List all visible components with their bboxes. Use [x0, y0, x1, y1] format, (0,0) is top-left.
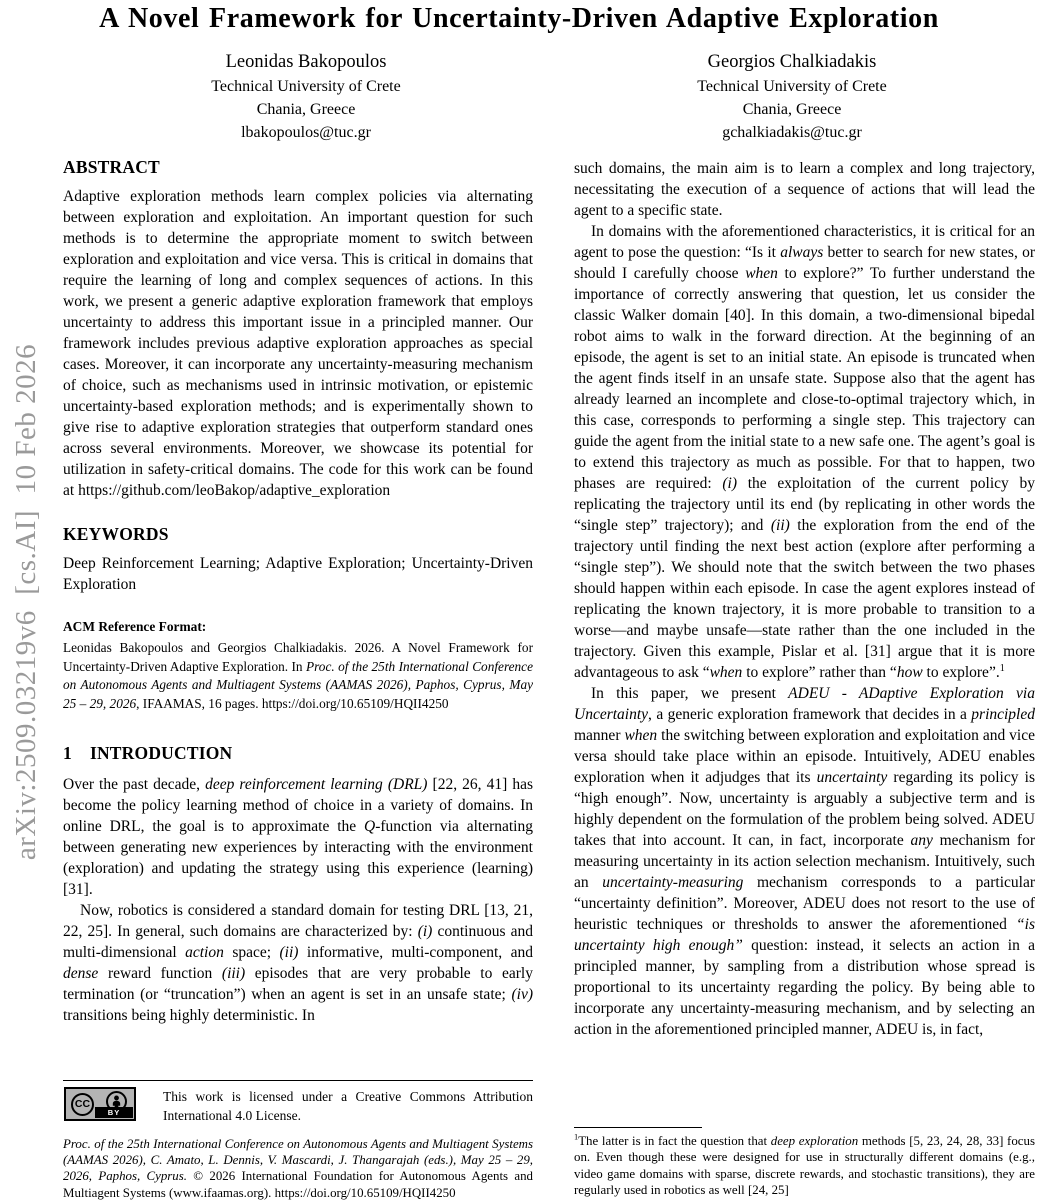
section-title: INTRODUCTION	[89, 743, 233, 764]
abstract-text	[63, 186, 533, 501]
keywords-text: Deep Reinforcement Learning; Adaptive Exploration; Uncertainty-Driven Exploration	[63, 555, 533, 593]
cc-by-label: BY	[95, 1107, 133, 1118]
acm-reference-heading: ACM Reference Format:	[63, 619, 207, 634]
github-repo-link[interactable]: https://github.com/leoBakop/adaptive_exploration	[78, 482, 391, 499]
author-2-email-link[interactable]: gchalkiadakis@tuc.gr	[722, 124, 862, 141]
body-paragraph: In domains with the aforementioned characteristics, it is critical for an agent to pose the question: “Is it always better to search for new states, or should I carefully choose when to explore?” To further understand the importance of correctly answering that question, let us consider the classic Walker domain [40]. In this domain, a two-dimensional bipedal robot aims to walk in the forward direction. At the beginning of an episode, the agent is set to an initial state. An episode is truncated when the agent finds itself in an unsafe state. Suppose also that the agent has already learned an incomplete and close-to-optimal trajectory which, in this case, corresponds to performing a single step. This trajectory can guide the agent from the initial state to a new safe one. The agent’s goal is to extend this trajectory as much as possible. For that to happen, two phases are required: (i) the exploitation of the current policy by replicating the trajectory until its end (by replicating in other words the “single step” trajectory); and (ii) the exploration from the end of the trajectory until finding the next best action (explore after performing a “single step”). We should note that the switch between the two phases should happen within each episode. In case the agent explores instead of replicating the known trajectory, it is more probable to transition to a worse—and maybe unsafe—state rather than the one included in the trajectory. Given this example, Pislar et al. [31] argue that it is more advantageous to ask “when to explore” rather than “how to explore”.$^1$	[574, 223, 1035, 681]
footnote-divider	[574, 1127, 702, 1128]
author-2-name: Georgios Chalkiadakis	[707, 52, 877, 72]
footnote-text: $^1$The latter is in fact the question that deep exploration methods [5, 23, 24, 28, 33] focus on. Even though these were designed for use in structurally different domains (e.g., video game domains with sparse, discrete rewards, and stochastic transitions), they are regularly used in robotics as well [24, 25]	[574, 1132, 1035, 1198]
cc-icon: CC	[71, 1093, 94, 1116]
right-column	[574, 158, 1035, 1106]
author-2-affiliation: Technical University of Crete	[697, 78, 887, 95]
author-1-affiliation: Technical University of Crete	[211, 78, 401, 95]
acm-reference-text	[63, 639, 533, 713]
author-1-city: Chania, Greece	[256, 101, 356, 118]
author-1-email-link[interactable]: lbakopoulos@tuc.gr	[241, 124, 371, 141]
abstract-body: Adaptive exploration methods learn complex policies via alternating between exploration and exploitation. An important question for such methods is to determine the appropriate moment to switch between exploration and exploitation and vice versa. This is critical in domains that require the learning of long and complex sequences of actions. In this work, we present a generic adaptive exploration framework that employs uncertainty to address this important issue in a principled manner. Our framework includes previous adaptive exploration approaches as special cases. Moreover, it can incorporate any uncertainty-measuring mechanism of choice, such as mechanisms used in intrinsic motivation, or epistemic uncertainty-based exploration methods; and is experimentally shown to give rise to adaptive exploration strategies that outperform standard ones across several environments. Moreover, we showcase its potential for utilization in safety-critical domains. The code for this work can be found at	[63, 188, 533, 499]
introduction-heading	[63, 743, 533, 764]
keywords-heading: KEYWORDS	[63, 524, 169, 544]
acm-doi-link[interactable]: https://doi.org/10.65109/HQII4250	[261, 695, 449, 711]
cc-by-badge	[64, 1087, 136, 1121]
author-2	[549, 49, 1035, 144]
author-1	[63, 49, 549, 144]
license-divider	[63, 1080, 533, 1081]
body-paragraph: In this paper, we present ADEU - ADaptive Exploration via Uncertainty, a generic exploration framework that decides in a principled manner when the switching between exploration and exploitation and vice versa should take place within an episode. Intuitively, ADEU enables exploration when it adjudges that its uncertainty regarding its policy is “high enough”. Now, uncertainty is arguably a subjective term and is highly dependent on the formulation of the problem being solved. ADEU takes that into account. It can, in fact, incorporate any mechanism for measuring uncertainty in its action selection mechanism. Intuitively, such an uncertainty-measuring mechanism corresponds to a particular “uncertainty definition”. Moreover, ADEU does not resort to the use of heuristic techniques or thresholds to answer the aforementioned “is uncertainty high enough” question: instead, it selects an action in a principled manner, by sampling from a distribution whose spread is proportional to its uncertainty regarding the policy. By being able to incorporate any uncertainty-measuring mechanism, and by selecting an action in the aforementioned principled manner, ADEU is, in fact,	[574, 685, 1035, 1038]
acm-reference-citation: Leonidas Bakopoulos and Georgios Chalkiadakis. 2026. A Novel Framework for Uncertainty-Driven Adaptive Exploration. In Proc. of the 25th International Conference on Autonomous Agents and Multiagent Systems (AAMAS 2026), Paphos, Cyprus, May 25 – 29, 2026, IFAAMAS, 16 pages.	[63, 640, 533, 711]
arxiv-sidebar-banner: arXiv:2509.03219v6 [cs.AI] 10 Feb 2026	[10, 343, 42, 861]
author-2-city: Chania, Greece	[742, 101, 842, 118]
license-block	[63, 1080, 533, 1125]
section-number: 1	[63, 743, 72, 764]
page-title: A Novel Framework for Uncertainty-Driven Adaptive Exploration	[99, 3, 939, 34]
author-block	[63, 49, 1035, 144]
author-1-name: Leonidas Bakopoulos	[225, 52, 387, 72]
copyright-footer	[63, 1136, 533, 1201]
footer-citation: Proc. of the 25th International Conference on Autonomous Agents and Multiagent Systems (AAMAS 2026), C. Amato, L. Dennis, V. Mascardi, J. Thangarajah (eds.), May 25 – 29, 2026, Paphos, Cyprus. © 2026 International Foundation for Autonomous Agents and Multiagent Systems (www.ifaamas.org).	[63, 1137, 533, 1200]
footnote	[574, 1127, 1035, 1199]
introduction-paragraph: Now, robotics is considered a standard domain for testing DRL [13, 21, 22, 25]. In general, such domains are characterized by: (i) continuous and multi-dimensional action space; (ii) informative, multi-component, and dense reward function (iii) episodes that are very probable to early termination (or “truncation”) when an agent is set in an unsafe state; (iv) transitions being highly deterministic. In	[63, 902, 533, 1025]
abstract-heading: ABSTRACT	[63, 157, 160, 177]
license-text: This work is licensed under a Creative Commons Attribution International 4.0 License.	[163, 1089, 533, 1123]
body-paragraph: such domains, the main aim is to learn a complex and long trajectory, necessitating the execution of a sequence of actions that will lead the agent to a specific state.	[574, 160, 1035, 219]
introduction-paragraph: Over the past decade, deep reinforcement learning (DRL) [22, 26, 41] has become the policy learning method of choice in a variety of domains. In online DRL, the goal is to approximate the Q-function via alternating between generating new experiences by interacting with the environment (exploration) and updating the strategy using this experience (learning) [31].	[63, 776, 533, 899]
left-column	[63, 157, 533, 1080]
footer-doi-link[interactable]: https://doi.org/10.65109/HQII4250	[274, 1185, 456, 1200]
